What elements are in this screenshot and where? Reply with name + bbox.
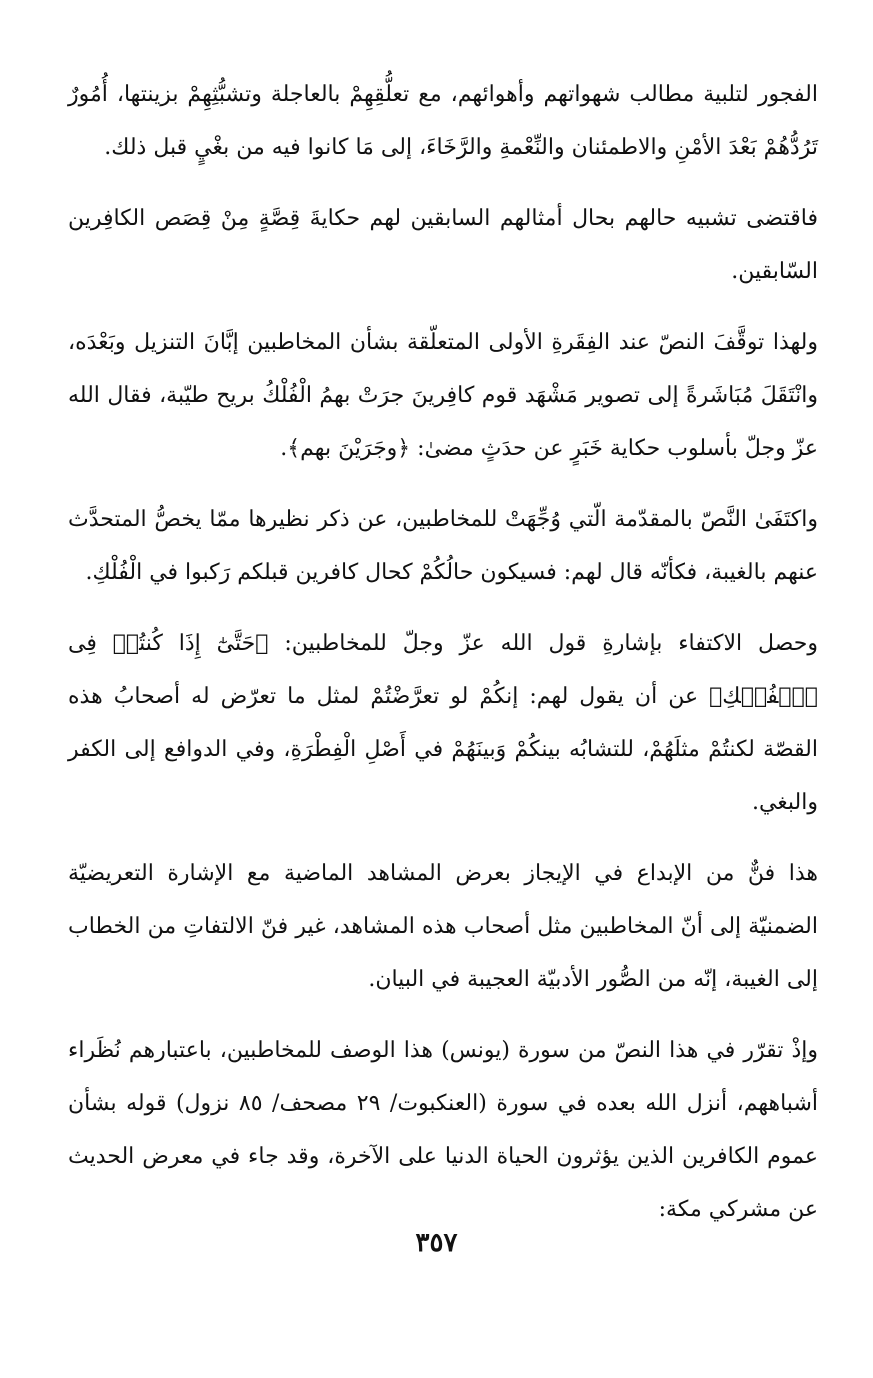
paragraph: الفجور لتلبية مطالب شهواتهم وأهوائهم، مع تعلُّقِهِمْ بالعاجلة وتشبُّثِهِمْ بزينتها، أُمُورٌ تَرُدُّهُمْ بَعْدَ الأمْنِ والاطمئنان والنِّعْمةِ والرَّخَاءَ، إلى مَا كانوا فيه من بغْيٍ قبل ذلك. (68, 82, 818, 160)
paragraph: واكتَفَىٰ النَّصّ بالمقدّمة الّتي وُجِّهَتْ للمخاطبين، عن ذكر نظيرها ممّا يخصُّ المتحدَّث عنهم بالغيبة، فكأنّه قال لهم: فسيكون حالُكُمْ كحال كافرين قبلكم رَكبوا في الْفُلْكِ. (68, 507, 818, 585)
paragraph: فاقتضى تشبيه حالهم بحال أمثالهم السابقين لهم حكايةَ قِصَّةٍ مِنْ قِصَص الكافِرين السّابقين. (68, 206, 818, 284)
page-number: ٣٥٧ (415, 1228, 458, 1258)
paragraph: ولهذا توقَّفَ النصّ عند الفِقَرةِ الأولى المتعلّقة بشأن المخاطبين إبَّانَ التنزيل وبَعْدَه، وانْتَقَلَ مُبَاشَرةً إلى تصوير مَشْهَد قوم كافِرينَ جرَتْ بهمُ الْفُلْكُ بريح طيّبة، فقال الله عزّ وجلّ بأسلوب حكاية خَبَرٍ عن حدَثٍ مضىٰ: ﴿وجَرَيْنَ بهم﴾. (68, 330, 818, 461)
paragraph: هذا فنٌّ من الإبداع في الإيجاز بعرض المشاهد الماضية مع الإشارة التعريضيّة الضمنيّة إلى أنّ المخاطبين مثل أصحاب هذه المشاهد، غير فنّ الالتفاتِ من الخطاب إلى الغيبة، إنّه من الصُّور الأدبيّة العجيبة في البيان. (68, 861, 818, 992)
page-body (68, 60, 818, 1254)
paragraph: وإذْ تقرّر في هذا النصّ من سورة (يونس) هذا الوصف للمخاطبين، باعتبارهم نُظَراء أشباههم، أنزل الله بعده في سورة (العنكبوت/ ٢٩ مصحف/ ٨٥ نزول) قوله بشأن عموم الكافرين الذين يؤثرون الحياة الدنيا على الآخرة، وقد جاء في معرض الحديث عن مشركي مكة: (68, 1038, 818, 1222)
paragraph: وحصل الاكتفاء بإشارةِ قول الله عزّ وجلّ للمخاطبين: ﴿حَتَّىٰٓ إِذَا كُنتُمۡ فِى ٱلۡفُلۡكِ﴾ عن أن يقول لهم: إنكُمْ لو تعرَّضْتُمْ لمثل ما تعرّض له أصحابُ هذه القصّة لكنتُمْ مثلَهُمْ، للتشابُه بينكُمْ وَبينَهُمْ في أَصْلِ الْفِطْرَةِ، وفي الدوافع إلى الكفر والبغي. (68, 631, 818, 815)
